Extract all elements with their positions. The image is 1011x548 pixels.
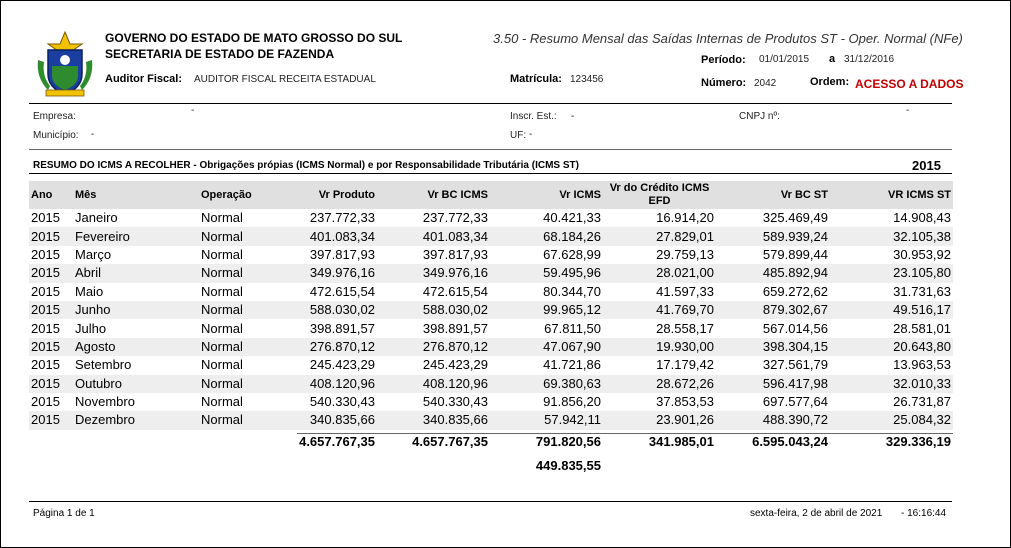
cell-ano: 2015: [29, 375, 73, 393]
cell-vr-bc-st: 697.577,64: [762, 394, 828, 410]
cell-operacao: Normal: [201, 320, 243, 336]
auditor-label: Auditor Fiscal:: [105, 73, 183, 85]
cell-operacao: Normal: [201, 210, 243, 226]
ordem-label: Ordem:: [810, 76, 850, 88]
ordem-value: ACESSO A DADOS: [855, 77, 964, 91]
footer-divider: [29, 501, 952, 502]
cell-vr-bc-icms: 237.772,33: [422, 210, 488, 226]
cell-vr-icms-st: 25.084,32: [830, 411, 953, 429]
table-row: [29, 264, 953, 282]
cell-vr-bc-st: 485.892,94: [716, 264, 830, 282]
cell-vr-produto: 472.615,54: [309, 283, 375, 299]
cell-mes: Maio: [75, 283, 104, 299]
cell-vr-credito: 28.672,26: [603, 375, 716, 393]
table-row: [29, 393, 953, 411]
periodo-start: 01/01/2015: [759, 54, 810, 65]
cell-vr-icms: 47.067,90: [490, 338, 603, 356]
cell-operacao: Normal: [201, 283, 243, 299]
company-divider: [29, 149, 952, 150]
matricula-value: 123456: [570, 74, 604, 85]
table-row: [29, 338, 953, 356]
cell-vr-credito: 28.558,17: [656, 320, 714, 336]
cell-operacao: Normal: [199, 411, 285, 429]
cell-vr-bc-icms: 245.423,29: [422, 357, 488, 373]
total-vr-produto: 4.657.767,35: [285, 430, 377, 454]
cell-vr-icms: 67.628,99: [543, 246, 601, 262]
cell-vr-icms: 41.721,86: [543, 357, 601, 373]
section-year: 2015: [912, 158, 941, 173]
totals-divider: [297, 433, 953, 434]
cell-vr-produto: 408.120,96: [285, 375, 377, 393]
cell-vr-bc-icms: 408.120,96: [377, 375, 490, 393]
cell-vr-bc-icms: 398.891,57: [422, 320, 488, 336]
cell-mes: Julho: [75, 320, 107, 336]
municipio-label: Município:: [33, 130, 79, 141]
inscr-value: -: [571, 111, 575, 122]
cell-vr-icms: 40.421,33: [543, 210, 601, 226]
cell-mes: Agosto: [73, 338, 199, 356]
cell-vr-produto: 397.817,93: [309, 246, 375, 262]
cell-vr-produto: 398.891,57: [309, 320, 375, 336]
matricula-label: Matrícula:: [510, 73, 562, 85]
cell-mes: Outubro: [73, 375, 199, 393]
cell-vr-bc-st: 488.390,72: [716, 411, 830, 429]
cell-ano: 2015: [31, 210, 60, 226]
uf-label: UF:: [510, 130, 527, 141]
cell-vr-bc-st: 596.417,98: [716, 375, 830, 393]
cell-vr-icms: 67.811,50: [544, 320, 601, 336]
cell-vr-icms: 99.965,12: [490, 301, 603, 319]
cell-vr-credito: 27.829,01: [603, 227, 716, 245]
cell-vr-icms-st: 20.643,80: [830, 338, 953, 356]
cell-mes: Setembro: [75, 357, 132, 373]
print-time: - 16:16:44: [901, 508, 947, 519]
cell-vr-bc-st: 327.561,79: [762, 357, 828, 373]
cell-vr-produto: 349.976,16: [285, 264, 377, 282]
cell-vr-credito: 28.021,00: [603, 264, 716, 282]
cell-mes: Abril: [73, 264, 199, 282]
header-divider: [29, 103, 952, 104]
cell-vr-produto: 276.870,12: [285, 338, 377, 356]
cell-vr-credito: 17.179,42: [656, 357, 714, 373]
col-header-vr-bc-st: Vr BC ST: [716, 181, 830, 209]
cell-vr-bc-st: 589.939,24: [716, 227, 830, 245]
state-coat-of-arms-icon: [34, 30, 96, 98]
table-row: [29, 356, 953, 374]
cell-vr-bc-st: 579.899,44: [762, 246, 828, 262]
empresa-label: Empresa:: [33, 111, 76, 122]
page-number: Página 1 de 1: [33, 508, 95, 519]
cell-vr-icms-st: 14.908,43: [893, 210, 951, 226]
cell-vr-produto: 540.330,43: [309, 394, 375, 410]
periodo-end: 31/12/2016: [844, 54, 895, 65]
section-divider: [29, 173, 952, 174]
table-row: [29, 301, 953, 319]
cell-ano: 2015: [31, 320, 60, 336]
cell-ano: 2015: [29, 411, 73, 429]
cell-vr-bc-st: 879.302,67: [716, 301, 830, 319]
secretariat-name: SECRETARIA DE ESTADO DE FAZENDA: [105, 47, 335, 61]
table-row: [29, 283, 953, 301]
cell-mes: Junho: [73, 301, 199, 319]
auditor-value: AUDITOR FISCAL RECEITA ESTADUAL: [194, 74, 376, 85]
cell-vr-credito: 37.853,53: [656, 394, 714, 410]
cell-operacao: Normal: [201, 357, 243, 373]
table-row: [29, 375, 953, 393]
periodo-separator: a: [829, 53, 836, 65]
table-row: [29, 411, 953, 429]
report-title: 3.50 - Resumo Mensal das Saídas Internas de Produtos ST - Oper. Normal (NFe): [493, 31, 963, 46]
cell-vr-credito: 16.914,20: [656, 210, 714, 226]
cell-vr-icms-st: 32.010,33: [830, 375, 953, 393]
numero-label: Número:: [701, 77, 747, 89]
cell-ano: 2015: [31, 357, 60, 373]
section-title: RESUMO DO ICMS A RECOLHER - Obrigações própias (ICMS Normal) e por Responsabilidade Tributária (ICMS ST): [33, 160, 579, 171]
col-header-vr-icms: Vr ICMS: [490, 181, 603, 209]
cell-vr-icms-st: 26.731,87: [893, 394, 951, 410]
empresa-value: -: [191, 105, 195, 116]
cell-operacao: Normal: [199, 264, 285, 282]
table-row: [29, 227, 953, 245]
cell-mes: Fevereiro: [73, 227, 199, 245]
cell-vr-icms: 80.344,70: [543, 283, 601, 299]
col-header-mes: Mês: [73, 181, 199, 209]
table-row: [29, 209, 953, 227]
cell-vr-icms: 57.942,11: [490, 411, 603, 429]
cell-vr-produto: 245.423,29: [309, 357, 375, 373]
cell-vr-icms-st: 30.953,92: [893, 246, 951, 262]
col-header-vr-icms-st: VR ICMS ST: [830, 181, 953, 209]
cell-vr-icms-st: 32.105,38: [830, 227, 953, 245]
cell-vr-bc-st: 398.304,15: [716, 338, 830, 356]
inscr-label: Inscr. Est.:: [510, 111, 557, 122]
cnpj-label: CNPJ nº:: [739, 111, 780, 122]
cell-vr-produto: 588.030,02: [285, 301, 377, 319]
cell-ano: 2015: [29, 264, 73, 282]
cell-mes: Dezembro: [73, 411, 199, 429]
cell-vr-bc-icms: 401.083,34: [377, 227, 490, 245]
cell-operacao: Normal: [201, 246, 243, 262]
cell-vr-credito: 29.759,13: [656, 246, 714, 262]
cell-vr-bc-icms: 276.870,12: [377, 338, 490, 356]
cell-ano: 2015: [29, 227, 73, 245]
cell-vr-credito: 41.597,33: [656, 283, 714, 299]
cell-vr-produto: 237.772,33: [309, 210, 375, 226]
cell-ano: 2015: [29, 338, 73, 356]
col-header-ano: Ano: [29, 181, 73, 209]
cell-vr-bc-icms: 540.330,43: [422, 394, 488, 410]
uf-value: -: [529, 129, 533, 140]
print-date: sexta-feira, 2 de abril de 2021: [750, 508, 883, 519]
cell-operacao: Normal: [199, 301, 285, 319]
table-header-row: [29, 181, 953, 209]
total-vr-icms-st: 329.336,19: [830, 430, 953, 454]
cell-vr-icms: 69.380,63: [490, 375, 603, 393]
cell-vr-produto: 340.835,66: [285, 411, 377, 429]
cell-vr-icms-st: 13.963,53: [893, 357, 951, 373]
cell-vr-bc-icms: 340.835,66: [377, 411, 490, 429]
cell-operacao: Normal: [199, 227, 285, 245]
cell-vr-icms-st: 49.516,17: [830, 301, 953, 319]
cell-mes: Janeiro: [75, 210, 118, 226]
cell-vr-bc-icms: 397.817,93: [422, 246, 488, 262]
col-header-vr-produto: Vr Produto: [285, 181, 377, 209]
table-row: [29, 246, 953, 264]
cell-vr-bc-icms: 588.030,02: [377, 301, 490, 319]
col-header-vr-bc-icms: Vr BC ICMS: [377, 181, 490, 209]
table-row: [29, 319, 953, 337]
cell-operacao: Normal: [199, 375, 285, 393]
cell-vr-icms: 68.184,26: [490, 227, 603, 245]
cell-mes: Março: [75, 246, 112, 262]
cell-ano: 2015: [31, 246, 60, 262]
cell-vr-produto: 401.083,34: [285, 227, 377, 245]
municipio-value: -: [91, 129, 95, 140]
cell-vr-bc-st: 659.272,62: [762, 283, 828, 299]
net-row: [29, 454, 953, 478]
cell-operacao: Normal: [201, 394, 243, 410]
cell-vr-icms: 91.856,20: [543, 394, 601, 410]
cell-vr-bc-icms: 349.976,16: [377, 264, 490, 282]
col-header-operacao: Operação: [199, 181, 285, 209]
col-header-vr-credito: Vr do Crédito ICMS EFD: [603, 181, 716, 209]
total-vr-bc-st: 6.595.043,24: [716, 430, 830, 454]
periodo-label: Período:: [701, 54, 746, 66]
cell-ano: 2015: [29, 301, 73, 319]
net-icms-value: 449.835,55: [490, 454, 603, 478]
total-vr-bc-icms: 4.657.767,35: [377, 430, 490, 454]
cell-ano: 2015: [31, 283, 60, 299]
numero-value: 2042: [754, 78, 777, 89]
cell-vr-bc-st: 567.014,56: [762, 320, 828, 336]
cell-operacao: Normal: [199, 338, 285, 356]
total-vr-credito: 341.985,01: [603, 430, 716, 454]
total-vr-icms: 791.820,56: [490, 430, 603, 454]
cell-vr-credito: 41.769,70: [603, 301, 716, 319]
cell-vr-icms-st: 23.105,80: [830, 264, 953, 282]
cell-vr-credito: 23.901,26: [603, 411, 716, 429]
cell-vr-credito: 19.930,00: [603, 338, 716, 356]
cell-vr-bc-icms: 472.615,54: [422, 283, 488, 299]
cell-ano: 2015: [31, 394, 60, 410]
cell-vr-icms-st: 31.731,63: [893, 283, 951, 299]
cell-mes: Novembro: [75, 394, 135, 410]
cell-vr-bc-st: 325.469,49: [762, 210, 828, 226]
government-name: GOVERNO DO ESTADO DE MATO GROSSO DO SUL: [105, 31, 403, 45]
cell-vr-icms-st: 28.581,01: [893, 320, 951, 336]
cell-vr-icms: 59.495,96: [490, 264, 603, 282]
cnpj-value: -: [906, 105, 910, 116]
